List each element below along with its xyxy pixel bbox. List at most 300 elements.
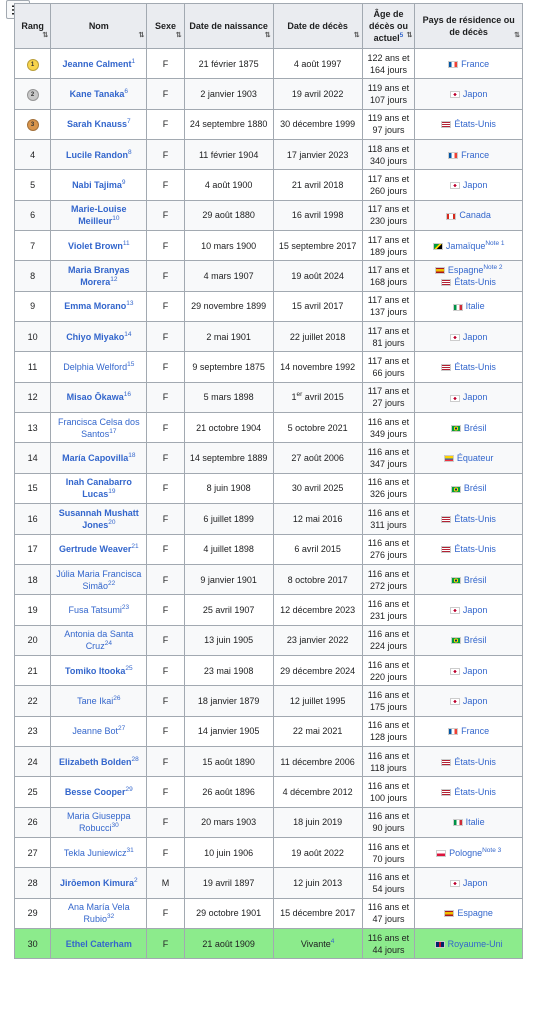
age-cell: 122 ans et 164 jours <box>362 49 415 79</box>
country-link[interactable]: Équateur <box>417 452 520 464</box>
country-link[interactable]: Japon <box>417 179 520 191</box>
reference-link[interactable]: 6 <box>124 88 129 96</box>
italy-flag-icon <box>453 819 463 826</box>
death-date-cell: 12 juin 2013 <box>273 868 362 898</box>
reference-link[interactable]: 2 <box>134 876 138 884</box>
reference-link[interactable]: 16 <box>123 391 131 399</box>
sex-cell: F <box>147 777 184 807</box>
table-row <box>15 625 523 655</box>
sex-cell: F <box>147 291 184 321</box>
country-link[interactable]: Japon <box>417 391 520 403</box>
france-flag-icon <box>448 728 458 735</box>
country-cell <box>415 200 523 230</box>
birth-date-cell: 6 juillet 1899 <box>184 504 273 534</box>
country-link[interactable]: France <box>417 725 520 737</box>
usa-flag-icon <box>441 516 451 523</box>
table-row <box>15 443 523 473</box>
birth-date-cell: 19 avril 1897 <box>184 868 273 898</box>
age-cell: 116 ans et 44 jours <box>362 928 415 958</box>
uk-flag-icon <box>435 941 445 948</box>
usa-flag-icon <box>441 279 451 286</box>
death-date-cell: 30 décembre 1999 <box>273 109 362 139</box>
death-date-cell: 18 juin 2019 <box>273 807 362 837</box>
sex-cell: F <box>147 504 184 534</box>
name-cell <box>51 686 147 716</box>
birth-date-cell: 4 août 1900 <box>184 170 273 200</box>
country-cell <box>415 261 523 291</box>
person-name-link[interactable]: Elizabeth Bolden <box>58 756 132 767</box>
usa-flag-icon <box>441 121 451 128</box>
birth-date-cell: 10 juin 1906 <box>184 837 273 867</box>
table-row <box>15 322 523 352</box>
age-cell: 116 ans et 175 jours <box>362 686 415 716</box>
name-cell <box>51 868 147 898</box>
rank-cell <box>15 79 51 109</box>
sex-cell: F <box>147 443 184 473</box>
name-cell <box>51 564 147 594</box>
birth-date-cell: 21 février 1875 <box>184 49 273 79</box>
reference-link[interactable]: 21 <box>131 543 139 551</box>
table-row <box>15 868 523 898</box>
age-cell: 117 ans et 137 jours <box>362 291 415 321</box>
rank-cell: 26 <box>15 807 51 837</box>
name-cell <box>51 625 147 655</box>
death-date-cell: 29 décembre 2024 <box>273 655 362 685</box>
sex-cell: F <box>147 655 184 685</box>
bronze-medal-icon: 3 <box>27 119 39 131</box>
gold-medal-icon: 1 <box>27 59 39 71</box>
age-cell: 116 ans et 272 jours <box>362 564 415 594</box>
header-pays[interactable]: Pays de résidence ou de décès ⇅ <box>415 4 523 49</box>
person-name-link[interactable]: Jeanne Bot <box>72 726 118 737</box>
age-cell: 116 ans et 224 jours <box>362 625 415 655</box>
country-cell <box>415 534 523 564</box>
death-date-cell: 8 octobre 2017 <box>273 564 362 594</box>
reference-link[interactable]: 8 <box>128 148 132 156</box>
table-row <box>15 564 523 594</box>
name-cell <box>51 777 147 807</box>
name-cell <box>51 200 147 230</box>
country-link[interactable]: Japon <box>417 665 520 677</box>
usa-flag-icon <box>441 546 451 553</box>
age-cell: 116 ans et 47 jours <box>362 898 415 928</box>
birth-date-cell: 13 juin 1905 <box>184 625 273 655</box>
age-cell: 116 ans et 326 jours <box>362 473 415 503</box>
rank-cell: 27 <box>15 837 51 867</box>
reference-link[interactable]: 1 <box>131 57 136 65</box>
rank-cell: 13 <box>15 413 51 443</box>
table-row <box>15 413 523 443</box>
japan-flag-icon <box>450 607 460 614</box>
death-date-cell: 19 août 2024 <box>273 261 362 291</box>
country-link[interactable]: Royaume-Uni <box>417 938 520 950</box>
reference-link[interactable]: 22 <box>107 579 116 587</box>
france-flag-icon <box>448 152 458 159</box>
country-link[interactable]: États-Unis <box>417 276 520 288</box>
person-name-link[interactable]: Marie-Louise Meilleur <box>71 204 127 227</box>
reference-link[interactable]: 29 <box>125 785 133 793</box>
table-row <box>15 655 523 685</box>
reference-link[interactable]: 9 <box>121 179 126 187</box>
france-flag-icon <box>448 61 458 68</box>
sex-cell: F <box>147 716 184 746</box>
brazil-flag-icon <box>451 637 461 644</box>
country-link[interactable]: Jamaïque$^{Note 1}$ <box>417 240 520 252</box>
country-link[interactable]: Brésil <box>417 422 520 434</box>
sort-icon: ⇅ <box>138 32 145 39</box>
birth-date-cell: 15 août 1890 <box>184 746 273 776</box>
table-row <box>15 686 523 716</box>
country-link[interactable]: Japon <box>417 604 520 616</box>
table-row <box>15 595 523 625</box>
reference-link[interactable]: 26 <box>113 694 121 702</box>
note-link[interactable]: Note 3 <box>482 846 502 854</box>
reference-link[interactable]: 25 <box>125 664 133 672</box>
age-cell: 116 ans et 128 jours <box>362 716 415 746</box>
birth-date-cell: 2 janvier 1903 <box>184 79 273 109</box>
country-cell <box>415 807 523 837</box>
name-cell <box>51 291 147 321</box>
name-cell <box>51 382 147 412</box>
reference-link[interactable]: 12 <box>110 276 118 284</box>
country-link[interactable]: États-Unis <box>417 756 520 768</box>
death-date-cell: 22 mai 2021 <box>273 716 362 746</box>
header-naissance[interactable]: Date de naissance ⇅ <box>184 4 273 49</box>
header-nom[interactable]: Nom ⇅ <box>51 4 147 49</box>
sex-cell: F <box>147 473 184 503</box>
ecuador-flag-icon <box>444 455 454 462</box>
reference-link[interactable]: 27 <box>117 725 126 733</box>
country-cell <box>415 413 523 443</box>
country-link[interactable]: Italie <box>417 816 520 828</box>
sex-cell: M <box>147 868 184 898</box>
age-cell: 116 ans et 347 jours <box>362 443 415 473</box>
person-name-link[interactable]: Chiyo Miyako <box>66 331 125 342</box>
name-cell <box>51 413 147 443</box>
header-rang[interactable]: Rang ⇅ <box>15 4 51 49</box>
person-name-link[interactable]: Misao Ōkawa <box>66 392 124 403</box>
person-name-link[interactable]: Fusa Tatsumi <box>68 604 122 615</box>
age-cell: 117 ans et 230 jours <box>362 200 415 230</box>
person-name-link[interactable]: Jirōemon Kimura <box>59 877 135 888</box>
rank-cell: 4 <box>15 140 51 170</box>
person-name-link[interactable]: Júlia Maria Francisca Simão <box>56 568 142 591</box>
sex-cell: F <box>147 837 184 867</box>
person-name-link[interactable]: Emma Morano <box>64 301 127 312</box>
birth-date-cell: 4 mars 1907 <box>184 261 273 291</box>
birth-date-cell: 9 septembre 1875 <box>184 352 273 382</box>
country-cell <box>415 473 523 503</box>
birth-date-cell: 29 août 1880 <box>184 200 273 230</box>
sex-cell: F <box>147 595 184 625</box>
sex-cell: F <box>147 170 184 200</box>
rank-cell: 16 <box>15 504 51 534</box>
table-row <box>15 504 523 534</box>
birth-date-cell: 26 août 1896 <box>184 777 273 807</box>
header-deces[interactable]: Date de décès ⇅ <box>273 4 362 49</box>
reference-link[interactable]: 32 <box>106 913 115 921</box>
sort-icon: ⇅ <box>406 32 413 39</box>
note-link[interactable]: Note 1 <box>485 239 505 247</box>
country-cell <box>415 49 523 79</box>
sex-cell: F <box>147 352 184 382</box>
rank-cell: 19 <box>15 595 51 625</box>
table-row <box>15 352 523 382</box>
person-name-link[interactable]: Ana María Vela Rubio <box>68 902 130 925</box>
country-cell <box>415 564 523 594</box>
birth-date-cell: 20 mars 1903 <box>184 807 273 837</box>
birth-date-cell: 2 mai 1901 <box>184 322 273 352</box>
table-row <box>15 837 523 867</box>
note-link[interactable]: Note 2 <box>483 264 503 272</box>
person-name-link[interactable]: Inah Canabarro Lucas <box>65 477 132 500</box>
person-name-link[interactable]: María Capovilla <box>62 453 129 464</box>
person-name-link[interactable]: Antonia da Santa Cruz <box>64 629 134 652</box>
header-sexe[interactable]: Sexe ⇅ <box>147 4 184 49</box>
sex-cell: F <box>147 79 184 109</box>
name-cell <box>51 504 147 534</box>
sex-cell: F <box>147 807 184 837</box>
table-row <box>15 928 523 958</box>
country-cell <box>415 322 523 352</box>
death-date-cell: 15 septembre 2017 <box>273 231 362 261</box>
usa-flag-icon <box>441 364 451 371</box>
sex-cell: F <box>147 928 184 958</box>
name-cell <box>51 746 147 776</box>
brazil-flag-icon <box>451 577 461 584</box>
reference-link[interactable]: 18 <box>128 452 136 460</box>
death-date-cell: 4 août 1997 <box>273 49 362 79</box>
name-cell <box>51 352 147 382</box>
name-cell <box>51 807 147 837</box>
birth-date-cell: 29 octobre 1901 <box>184 898 273 928</box>
age-cell: 116 ans et 220 jours <box>362 655 415 685</box>
country-link[interactable]: France <box>417 58 520 70</box>
birth-date-cell: 21 août 1909 <box>184 928 273 958</box>
death-date-cell: 17 janvier 2023 <box>273 140 362 170</box>
country-link[interactable]: Japon <box>417 88 520 100</box>
reference-link[interactable]: 31 <box>126 846 134 854</box>
reference-link[interactable]: 7 <box>127 118 131 126</box>
country-cell <box>415 79 523 109</box>
reference-link[interactable]: 14 <box>124 330 132 338</box>
country-cell <box>415 868 523 898</box>
reference-link[interactable]: 10 <box>112 215 120 223</box>
country-cell <box>415 595 523 625</box>
sort-icon: ⇅ <box>514 32 520 39</box>
age-cell: 118 ans et 340 jours <box>362 140 415 170</box>
reference-link[interactable]: 30 <box>111 822 119 830</box>
death-date-cell: 22 juillet 2018 <box>273 322 362 352</box>
birth-date-cell: 23 mai 1908 <box>184 655 273 685</box>
age-cell: 117 ans et 81 jours <box>362 322 415 352</box>
name-cell <box>51 928 147 958</box>
country-cell <box>415 777 523 807</box>
birth-date-cell: 10 mars 1900 <box>184 231 273 261</box>
country-link[interactable]: Espagne$^{Note 2}$ <box>417 264 520 276</box>
reference-link[interactable]: 15 <box>127 361 135 369</box>
age-cell: 116 ans et 100 jours <box>362 777 415 807</box>
rank-cell: 24 <box>15 746 51 776</box>
country-cell <box>415 443 523 473</box>
country-link[interactable]: États-Unis <box>417 543 520 555</box>
sort-icon: ⇅ <box>264 32 271 39</box>
country-link[interactable]: Brésil <box>417 574 520 586</box>
silver-medal-icon: 2 <box>27 89 39 101</box>
person-name-link[interactable]: Ethel Caterham <box>65 938 132 949</box>
brazil-flag-icon <box>451 425 461 432</box>
name-cell <box>51 109 147 139</box>
birth-date-cell: 5 mars 1898 <box>184 382 273 412</box>
death-date-cell: 11 décembre 2006 <box>273 746 362 776</box>
age-cell: 116 ans et 349 jours <box>362 413 415 443</box>
rank-cell: 28 <box>15 868 51 898</box>
age-cell: 116 ans et 311 jours <box>362 504 415 534</box>
country-link[interactable]: Japon <box>417 695 520 707</box>
name-cell <box>51 837 147 867</box>
birth-date-cell: 25 avril 1907 <box>184 595 273 625</box>
reference-link[interactable]: 4 <box>330 937 335 945</box>
age-cell: 117 ans et 168 jours <box>362 261 415 291</box>
person-name-link[interactable]: Francisca Celsa dos Santos <box>58 416 140 439</box>
country-cell <box>415 170 523 200</box>
name-cell <box>51 231 147 261</box>
reference-link[interactable]: 20 <box>108 518 116 526</box>
name-cell <box>51 443 147 473</box>
person-name-link[interactable]: Tane Ikai <box>77 695 114 706</box>
person-name-link[interactable]: Tomiko Itooka <box>65 665 126 676</box>
age-cell: 116 ans et 118 jours <box>362 746 415 776</box>
country-link[interactable]: Canada <box>417 209 520 221</box>
rank-cell: 30 <box>15 928 51 958</box>
name-cell <box>51 79 147 109</box>
sex-cell: F <box>147 686 184 716</box>
name-cell <box>51 170 147 200</box>
country-link[interactable]: États-Unis <box>417 361 520 373</box>
country-cell <box>415 504 523 534</box>
country-cell <box>415 352 523 382</box>
person-name-link[interactable]: Jeanne Calment <box>62 58 132 69</box>
person-name-link[interactable]: Kane Tanaka <box>69 89 125 100</box>
table-row <box>15 231 523 261</box>
table-row <box>15 291 523 321</box>
person-name-link[interactable]: Nabi Tajima <box>72 180 122 191</box>
person-name-link[interactable]: Besse Cooper <box>64 786 126 797</box>
country-link[interactable]: France <box>417 149 520 161</box>
table-row <box>15 534 523 564</box>
sex-cell: F <box>147 200 184 230</box>
death-date-cell: Vivante$^4$ <box>273 928 362 958</box>
brazil-flag-icon <box>451 486 461 493</box>
sort-icon: ⇅ <box>175 32 182 39</box>
person-name-link[interactable]: Maria Giuseppa Robucci <box>67 811 131 834</box>
country-link[interactable]: Japon <box>417 331 520 343</box>
rank-cell: 10 <box>15 322 51 352</box>
country-link[interactable]: Pologne$^{Note 3}$ <box>417 847 520 859</box>
country-link[interactable]: Espagne <box>417 907 520 919</box>
rank-cell: 5 <box>15 170 51 200</box>
table-row <box>15 382 523 412</box>
rank-cell: 15 <box>15 473 51 503</box>
country-link[interactable]: Japon <box>417 877 520 889</box>
person-name-link[interactable]: Gertrude Weaver <box>59 544 132 555</box>
table-row <box>15 261 523 291</box>
country-link[interactable]: États-Unis <box>417 513 520 525</box>
table-row <box>15 777 523 807</box>
country-cell <box>415 686 523 716</box>
sort-icon: ⇅ <box>353 32 360 39</box>
reference-link[interactable]: 17 <box>109 427 117 435</box>
rank-cell: 8 <box>15 261 51 291</box>
age-cell: 116 ans et 70 jours <box>362 837 415 867</box>
japan-flag-icon <box>450 668 460 675</box>
reference-link[interactable]: 28 <box>131 755 139 763</box>
country-cell <box>415 928 523 958</box>
person-name-link[interactable]: Delphia Welford <box>63 362 128 373</box>
person-name-link[interactable]: Violet Brown <box>68 240 123 251</box>
death-date-cell: 14 novembre 1992 <box>273 352 362 382</box>
country-link[interactable]: États-Unis <box>417 786 520 798</box>
birth-date-cell: 8 juin 1908 <box>184 473 273 503</box>
death-date-cell: 6 avril 2015 <box>273 534 362 564</box>
table-row <box>15 716 523 746</box>
person-name-link[interactable]: Susannah Mushatt Jones <box>58 507 139 530</box>
birth-date-cell: 14 septembre 1889 <box>184 443 273 473</box>
name-cell <box>51 322 147 352</box>
person-name-link[interactable]: Tekla Juniewicz <box>63 847 127 858</box>
rank-cell: 29 <box>15 898 51 928</box>
reference-link[interactable]: 19 <box>108 488 116 496</box>
country-cell <box>415 655 523 685</box>
reference-link[interactable]: 13 <box>126 300 134 308</box>
birth-date-cell: 14 janvier 1905 <box>184 716 273 746</box>
person-name-link[interactable]: Lucile Randon <box>65 149 128 160</box>
japan-flag-icon <box>450 698 460 705</box>
spain-flag-icon <box>435 267 445 274</box>
sort-icon: ⇅ <box>42 32 49 39</box>
person-name-link[interactable]: Maria Branyas Morera <box>68 265 130 288</box>
rank-cell: 12 <box>15 382 51 412</box>
name-cell <box>51 716 147 746</box>
birth-date-cell: 9 janvier 1901 <box>184 564 273 594</box>
age-cell: 116 ans et 90 jours <box>362 807 415 837</box>
table-row <box>15 170 523 200</box>
country-link[interactable]: Italie <box>417 300 520 312</box>
reference-link[interactable]: 11 <box>122 239 130 247</box>
birth-date-cell: 29 novembre 1899 <box>184 291 273 321</box>
reference-link[interactable]: 24 <box>104 640 112 648</box>
country-link[interactable]: Brésil <box>417 634 520 646</box>
header-age[interactable]: Âge de décès ou actuel$^5$ ⇅ <box>362 4 415 49</box>
rank-cell: 11 <box>15 352 51 382</box>
age-note-link[interactable]: 5 <box>399 32 404 39</box>
birth-date-cell: 11 février 1904 <box>184 140 273 170</box>
age-cell: 116 ans et 276 jours <box>362 534 415 564</box>
table-row <box>15 898 523 928</box>
country-link[interactable]: États-Unis <box>417 118 520 130</box>
country-link[interactable]: Brésil <box>417 482 520 494</box>
sex-cell: F <box>147 625 184 655</box>
name-cell <box>51 898 147 928</box>
reference-link[interactable]: 23 <box>121 603 130 611</box>
country-cell <box>415 140 523 170</box>
rank-cell: 22 <box>15 686 51 716</box>
death-date-cell: 21 avril 2018 <box>273 170 362 200</box>
person-name-link[interactable]: Sarah Knauss <box>66 119 128 130</box>
table-row <box>15 473 523 503</box>
table-row <box>15 140 523 170</box>
name-cell <box>51 595 147 625</box>
